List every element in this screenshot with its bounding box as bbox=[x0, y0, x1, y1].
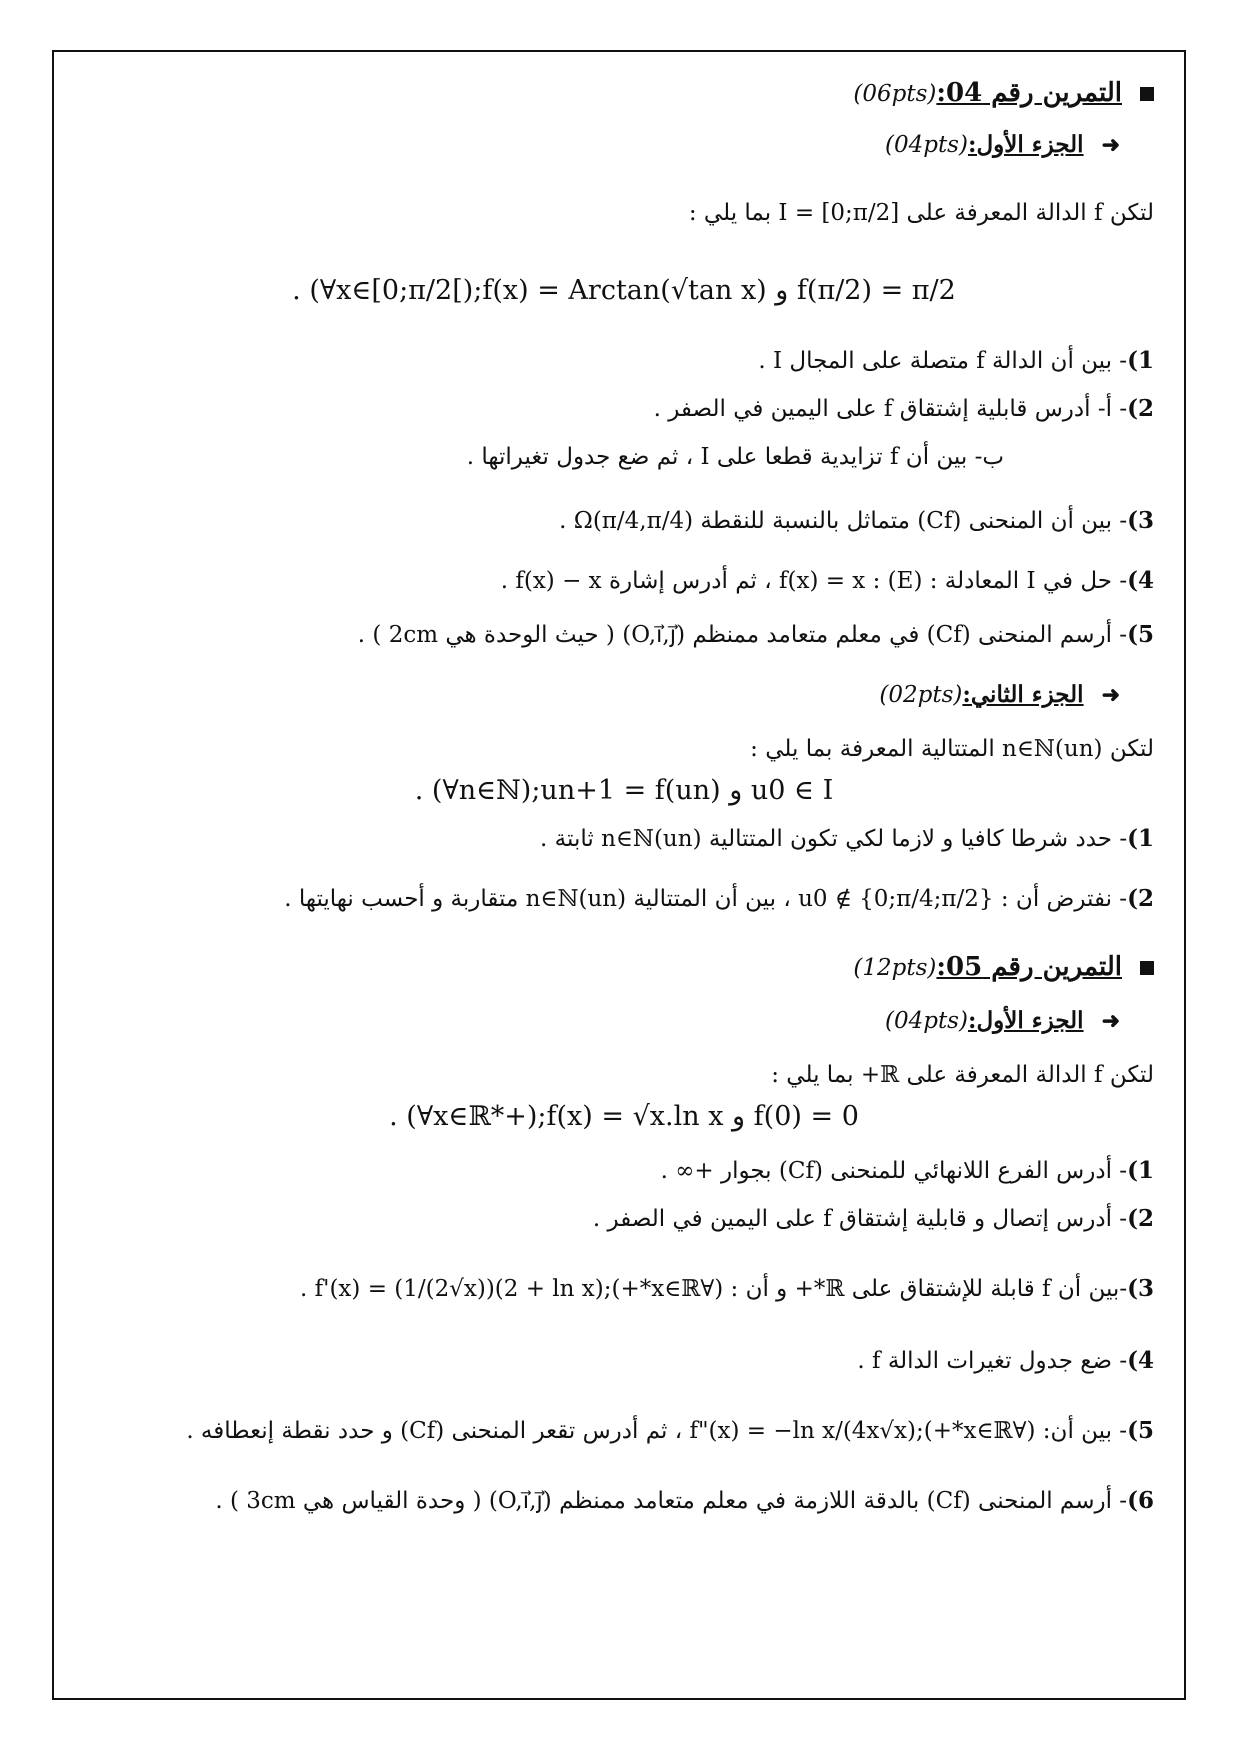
question-text: - أ- أدرس قابلية إشتقاق f على اليمين في الصفر . bbox=[653, 396, 1128, 422]
ex04-part2-intro: لتكن (un)n∈ℕ المتتالية المعرفة بما يلي : bbox=[750, 736, 1154, 762]
square-bullet-icon bbox=[1140, 961, 1154, 975]
ex05-question-2 bbox=[94, 1202, 1154, 1236]
question-text: - نفترض أن : u0 ∉ {0;π/4;π/2} ، بين أن المتتالية (un)n∈ℕ متقاربة و أحسب نهايتها . bbox=[284, 886, 1128, 912]
question-number: 1) bbox=[1127, 825, 1154, 852]
ex04-part2-points: (02pts) bbox=[879, 682, 963, 708]
ex05-question-5 bbox=[94, 1414, 1154, 1448]
ex05-intro: لتكن f الدالة المعرفة على ℝ+ بما يلي : bbox=[771, 1062, 1154, 1088]
ex04-part1-points: (04pts) bbox=[884, 132, 968, 158]
ex05-question-6 bbox=[94, 1484, 1154, 1518]
ex05-definition: . (∀x∈ℝ*+);f(x) = √x.ln x و f(0) = 0 bbox=[389, 1101, 859, 1132]
ex04-part1-label: الجزء الأول: bbox=[967, 131, 1084, 158]
question-number: 6) bbox=[1127, 1487, 1154, 1514]
question-number: 2) bbox=[1127, 1205, 1154, 1232]
ex05-question-3 bbox=[94, 1272, 1154, 1306]
question-text: - ضع جدول تغيرات الدالة f . bbox=[857, 1348, 1128, 1374]
question-number: 3) bbox=[1127, 1275, 1154, 1302]
question-number: 4) bbox=[1127, 1347, 1154, 1374]
ex05-part1-heading bbox=[94, 1004, 1154, 1038]
exercise-04-points: (06pts) bbox=[853, 81, 937, 107]
arrow-bullet-icon: ➜ bbox=[1101, 682, 1120, 708]
question-number: 1) bbox=[1127, 1157, 1154, 1184]
question-number: 1) bbox=[1127, 347, 1154, 374]
exercise-05-points: (12pts) bbox=[853, 955, 937, 981]
ex04-question-2b: ب- بين أن f تزايدية قطعا على I ، ثم ضع جدول تغيراتها . bbox=[466, 444, 1004, 470]
question-number: 4) bbox=[1127, 567, 1154, 594]
square-bullet-icon bbox=[1140, 87, 1154, 101]
ex04-part2-heading bbox=[94, 678, 1154, 712]
ex04-intro: لتكن f الدالة المعرفة على I = [0;π/2] بما يلي : bbox=[688, 200, 1154, 226]
question-text: - بين أن المنحنى (Cf) متماثل بالنسبة للنقطة Ω(π/4,π/4) . bbox=[559, 508, 1128, 534]
ex04-question-2a bbox=[94, 392, 1154, 426]
question-number: 5) bbox=[1127, 621, 1154, 648]
question-number: 5) bbox=[1127, 1417, 1154, 1444]
exercise-04-label: التمرين رقم 04: bbox=[936, 78, 1122, 108]
question-text: - بين أن الدالة f متصلة على المجال I . bbox=[758, 348, 1128, 374]
ex05-part1-label: الجزء الأول: bbox=[967, 1007, 1084, 1034]
page-frame bbox=[52, 50, 1186, 1700]
ex04-question-1 bbox=[94, 344, 1154, 378]
ex04-definition: . (∀x∈[0;π/2[);f(x) = Arctan(√tan x) و f(π/2) = π/2 bbox=[292, 275, 956, 306]
arrow-bullet-icon: ➜ bbox=[1101, 1008, 1120, 1034]
ex05-question-4 bbox=[94, 1344, 1154, 1378]
ex04-part2-question-1 bbox=[94, 822, 1154, 856]
question-text: - أرسم المنحنى (Cf) في معلم متعامد ممنظم (O,i⃗,j⃗) ( حيث الوحدة هي 2cm ) . bbox=[357, 622, 1128, 648]
question-text: -بين أن f قابلة للإشتقاق على ℝ*+ و أن : (∀x∈ℝ*+);f'(x) = (1/(2√x))(2 + ln x) . bbox=[300, 1276, 1128, 1302]
exercise-04-title bbox=[94, 76, 1154, 111]
question-number: 2) bbox=[1127, 885, 1154, 912]
question-text: - أدرس الفرع اللانهائي للمنحنى (Cf) بجوار +∞ . bbox=[660, 1158, 1128, 1184]
arrow-bullet-icon: ➜ bbox=[1101, 132, 1120, 158]
ex04-question-5 bbox=[94, 618, 1154, 652]
question-number: 2) bbox=[1127, 395, 1154, 422]
exercise-05-title bbox=[94, 950, 1154, 985]
ex04-part1-heading bbox=[94, 128, 1154, 162]
ex05-part1-points: (04pts) bbox=[884, 1008, 968, 1034]
ex04-part2-definition: . (∀n∈ℕ);un+1 = f(un) و u0 ∈ I bbox=[414, 775, 834, 806]
question-text: - بين أن: (∀x∈ℝ*+);f"(x) = −ln x/(4x√x) ، ثم أدرس تقعر المنحنى (Cf) و حدد نقطة إنعطافه . bbox=[186, 1418, 1128, 1444]
ex04-part2-question-2 bbox=[94, 882, 1154, 916]
question-text: - حدد شرطا كافيا و لازما لكي تكون المتتالية (un)n∈ℕ ثابتة . bbox=[540, 826, 1128, 852]
question-number: 3) bbox=[1127, 507, 1154, 534]
question-text: - أدرس إتصال و قابلية إشتقاق f على اليمين في الصفر . bbox=[592, 1206, 1128, 1232]
question-text: - حل في I المعادلة : (E) : f(x) = x ، ثم أدرس إشارة f(x) − x . bbox=[500, 568, 1128, 594]
ex04-question-4 bbox=[94, 564, 1154, 598]
exercise-05-label: التمرين رقم 05: bbox=[936, 952, 1122, 982]
ex04-part2-label: الجزء الثاني: bbox=[962, 681, 1084, 708]
ex04-question-3 bbox=[94, 504, 1154, 538]
ex05-question-1 bbox=[94, 1154, 1154, 1188]
question-text: - أرسم المنحنى (Cf) بالدقة اللازمة في معلم متعامد ممنظم (O,i⃗,j⃗) ( وحدة القياس هي 3cm ) . bbox=[215, 1488, 1128, 1514]
